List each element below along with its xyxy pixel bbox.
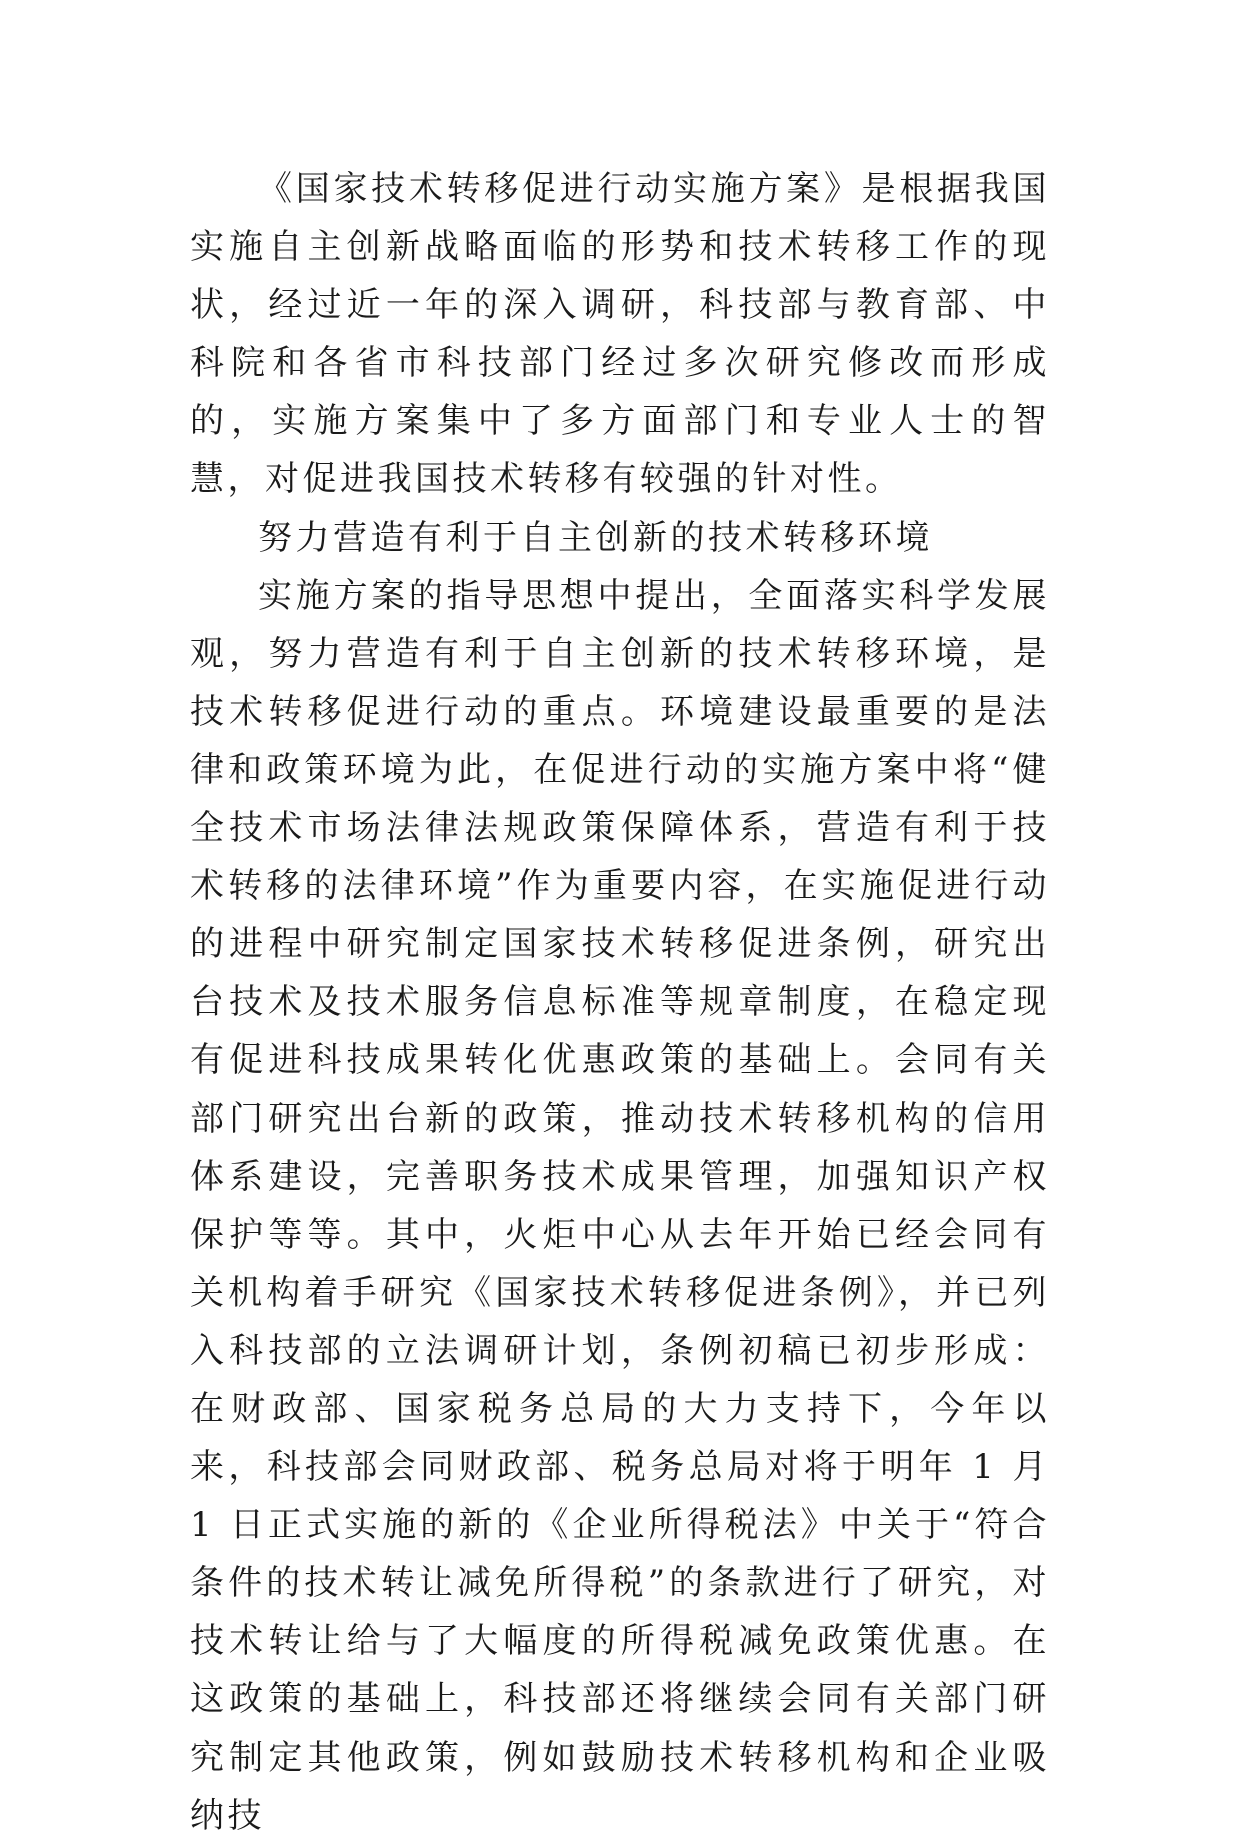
section-heading: 努力营造有利于自主创新的技术转移环境	[258, 517, 933, 558]
paragraph-intro: 《国家技术转移促进行动实施方案》是根据我国实施自主创新战略面临的形势和技术转移工作的现状，经过近一年的深入调研，科技部与教育部、中科院和各省市科技部门经过多次研究修改而形成的，实施方案集中了多方面部门和专业人士的智慧，对促进我国技术转移有较强的针对性。	[190, 169, 1050, 500]
body-text	[190, 160, 1050, 1845]
paragraph-policy: 实施方案的指导思想中提出，全面落实科学发展观，努力营造有利于自主创新的技术转移环境，是技术转移促进行动的重点。环境建设最重要的是法律和政策环境为此，在促进行动的实施方案中将“健全技术市场法律法规政策保障体系，营造有利于技术转移的法律环境”作为重要内容，在实施促进行动的进程中研究制定国家技术转移促进条例，研究出台技术及技术服务信息标准等规章制度，在稳定现有促进科技成果转化优惠政策的基础上。会同有关部门研究出台新的政策，推动技术转移机构的信用体系建设，完善职务技术成果管理，加强知识产权保护等等。其中，火炬中心从去年开始已经会同有关机构着手研究《国家技术转移促进条例》，并已列入科技部的立法调研计划，条例初稿已初步形成：在财政部、国家税务总局的大力支持下，今年以来，科技部会同财政部、税务总局对将于明年 1 月 1 日正式实施的新的《企业所得税法》中关于“符合条件的技术转让减免所得税”的条款进行了研究，对技术转让给与了大幅度的所得税减免政策优惠。在这政策的基础上，科技部还将继续会同有关部门研究制定其他政策，例如鼓励技术转移机构和企业吸纳技	[190, 575, 1050, 1836]
